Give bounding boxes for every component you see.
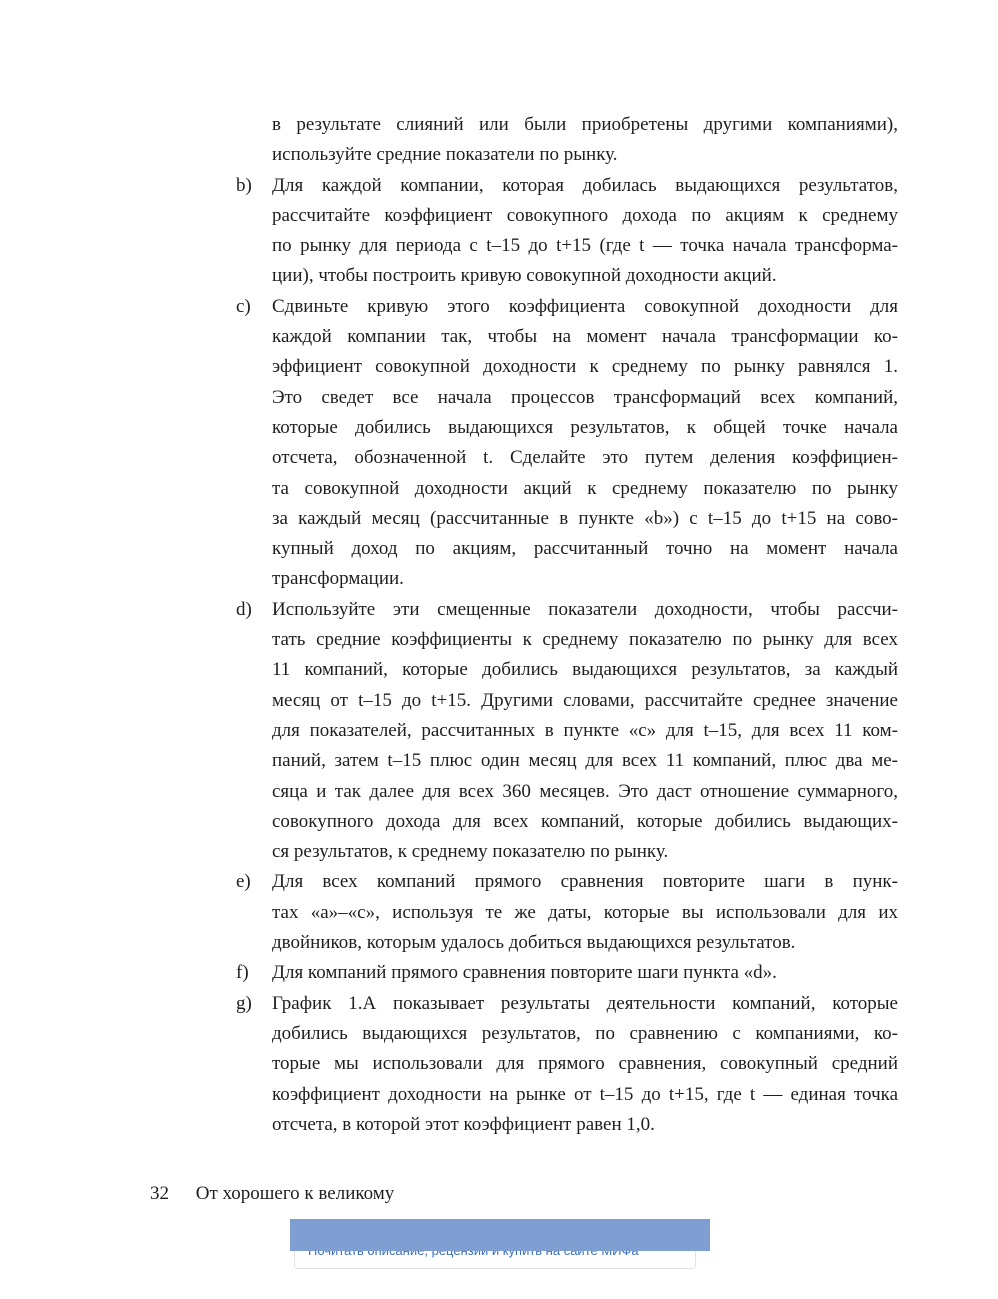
text-line: ции), чтобы построить кривую совокупной доходности акций. (272, 265, 777, 287)
text-line: которые добились выдающихся результатов, к общей точке начала (272, 416, 898, 438)
promo-banner-bar (290, 1219, 710, 1251)
text-line: месяц от t–15 до t+15. Другими словами, рассчитайте среднее значение (272, 689, 898, 711)
promo-banner[interactable] (290, 1219, 710, 1269)
page-footer (150, 1183, 394, 1205)
text-line: для показателей, рассчитанных в пункте «c» для t–15, для всех 11 ком- (272, 719, 898, 741)
list-item-text (272, 292, 898, 595)
running-title: От хорошего к великому (195, 1183, 395, 1204)
text-line: паний, затем t–15 плюс один месяц для всех 11 компаний, плюс два ме- (272, 750, 898, 772)
list-item-text (272, 958, 898, 988)
text-line: трансформации. (272, 568, 404, 590)
list-item-text (272, 595, 898, 868)
text-line: торые мы использовали для прямого сравнения, совокупный средний (272, 1053, 898, 1075)
text-line: в результате слияний или были приобретены другими компаниями), (272, 114, 898, 135)
page-body (236, 110, 898, 1140)
text-line: по рынку для периода с t–15 до t+15 (где t — точка начала трансформа- (272, 235, 898, 257)
text-line: та совокупной доходности акций к среднему показателю по рынку (272, 477, 898, 499)
list-item (236, 171, 898, 292)
list-item-marker: f) (236, 962, 249, 984)
text-line: сяца и так далее для всех 360 месяцев. Это даст отношение суммарного, (272, 780, 898, 802)
list-item (236, 292, 898, 595)
list-item (236, 595, 898, 868)
list-item-marker: e) (236, 871, 251, 893)
text-line: ся результатов, к среднему показателю по рынку. (272, 841, 669, 863)
list-item (236, 989, 898, 1140)
list-item-text (272, 989, 898, 1140)
list-item (236, 867, 898, 958)
steps-list (236, 171, 898, 1141)
text-line: отсчета, в которой этот коэффициент равен 1,0. (272, 1113, 655, 1135)
text-line: 11 компаний, которые добились выдающихся результатов, за каждый (272, 659, 898, 681)
list-item (236, 958, 898, 988)
text-line: купный доход по акциям, рассчитанный точно на момент начала (272, 538, 898, 560)
list-item-marker: d) (236, 598, 252, 620)
text-line: Для всех компаний прямого сравнения повторите шаги в пунк- (272, 871, 898, 893)
text-line: Для каждой компании, которая добилась выдающихся результатов, (272, 174, 898, 196)
text-line: каждой компании так, чтобы на момент начала трансформации ко- (272, 326, 898, 348)
text-line: Используйте эти смещенные показатели доходности, чтобы рассчи- (272, 598, 898, 620)
text-line: добились выдающихся результатов, по сравнению с компаниями, ко- (272, 1022, 898, 1044)
text-line: двойников, которым удалось добиться выдающихся результатов. (272, 932, 796, 954)
page-number: 32 (150, 1183, 169, 1204)
text-line: используйте средние показатели по рынку. (272, 144, 618, 166)
text-line: тах «a»–«c», используя те же даты, которые вы использовали для их (272, 901, 898, 923)
text-line: рассчитайте коэффициент совокупного дохода по акциям к среднему (272, 204, 898, 226)
text-line: Сдвиньте кривую этого коэффициента совокупной доходности для (272, 295, 898, 317)
text-line: Это сведет все начала процессов трансформаций всех компаний, (272, 386, 898, 408)
text-line: График 1.А показывает результаты деятельности компаний, которые (272, 992, 898, 1014)
list-item-marker: b) (236, 174, 252, 196)
list-item-marker: c) (236, 295, 251, 317)
text-line: тать средние коэффициенты к среднему показателю по рынку для всех (272, 629, 898, 651)
intro-continuation (272, 110, 898, 171)
text-line: эффициент совокупной доходности к среднему по рынку равнялся 1. (272, 356, 898, 378)
text-line: за каждый месяц (рассчитанные в пункте «b») с t–15 до t+15 на сово- (272, 507, 898, 529)
text-line: коэффициент доходности на рынке от t–15 до t+15, где t — единая точка (272, 1083, 898, 1105)
list-item-marker: g) (236, 992, 252, 1014)
list-item-text (272, 867, 898, 958)
text-line: совокупного дохода для всех компаний, которые добились выдающих- (272, 810, 898, 832)
list-item-text (272, 171, 898, 292)
text-line: отсчета, обозначенной t. Сделайте это путем деления коэффициен- (272, 447, 898, 469)
text-line: Для компаний прямого сравнения повторите шаги пункта «d». (272, 962, 777, 984)
